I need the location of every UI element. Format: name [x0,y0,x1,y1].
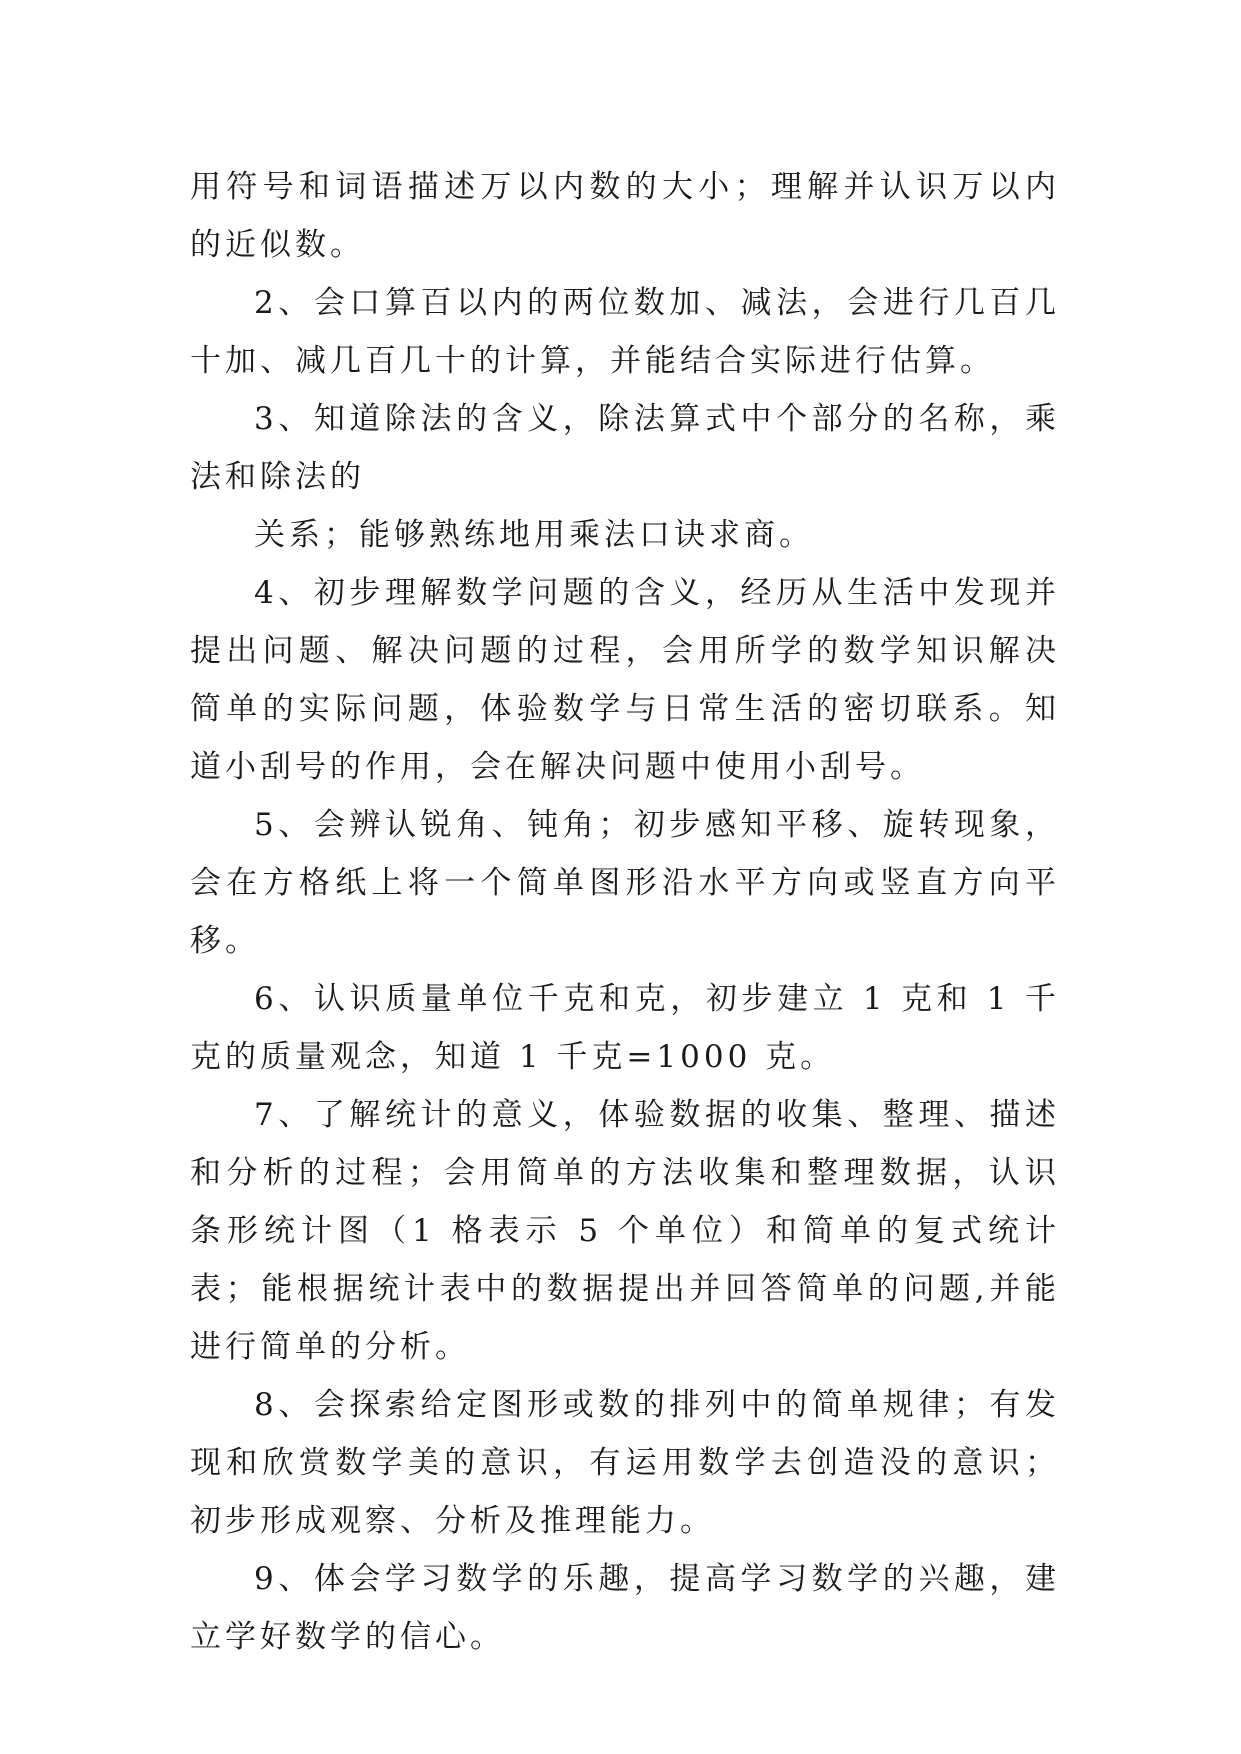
document-body [190,158,1060,1666]
paragraph-item-8: 8、会探索给定图形或数的排列中的简单规律；有发现和欣赏数学美的意识，有运用数学去创造没的意识；初步形成观察、分析及推理能力。 [190,1387,1060,1539]
paragraph-item-5: 5、会辨认锐角、钝角；初步感知平移、旋转现象，会在方格纸上将一个简单图形沿水平方向或竖直方向平移。 [190,807,1060,959]
paragraph-item-3: 3、知道除法的含义，除法算式中个部分的名称，乘法和除法的 [190,401,1060,495]
paragraph-item-9: 9、体会学习数学的乐趣，提高学习数学的兴趣，建立学好数学的信心。 [190,1561,1060,1655]
paragraph-item-7: 7、了解统计的意义，体验数据的收集、整理、描述和分析的过程；会用简单的方法收集和整理数据，认识条形统计图（1 格表示 5 个单位）和简单的复式统计表；能根据统计表中的数据提出并回答简单的问题,并能进行简单的分析。 [190,1097,1060,1365]
paragraph-item-6: 6、认识质量单位千克和克，初步建立 1 克和 1 千克的质量观念，知道 1 千克=1000 克。 [190,981,1060,1075]
paragraph-continuation: 用符号和词语描述万以内数的大小；理解并认识万以内的近似数。 [190,169,1060,263]
paragraph-item-3-continued: 关系；能够熟练地用乘法口诀求商。 [254,517,814,553]
paragraph-item-2: 2、会口算百以内的两位数加、减法，会进行几百几十加、减几百几十的计算，并能结合实际进行估算。 [190,285,1060,379]
paragraph-item-4: 4、初步理解数学问题的含义，经历从生活中发现并提出问题、解决问题的过程，会用所学的数学知识解决简单的实际问题，体验数学与日常生活的密切联系。知道小刮号的作用，会在解决问题中使用小刮号。 [190,575,1060,785]
